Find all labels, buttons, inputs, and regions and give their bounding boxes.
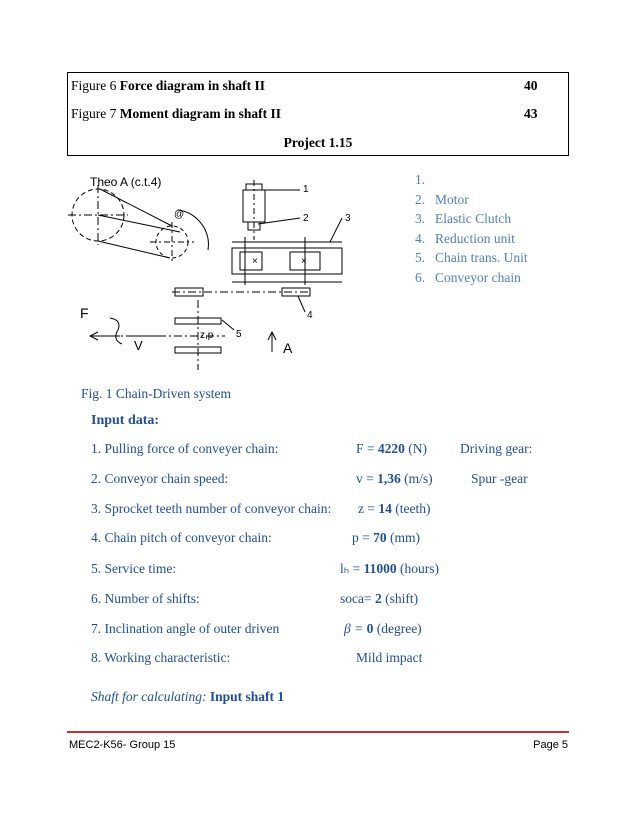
toc-row-figure-7 [71, 106, 281, 122]
toc-title: Moment diagram in shaft II [119, 106, 281, 121]
toc-prefix: Figure 6 [71, 78, 117, 93]
leader-3 [330, 218, 342, 242]
num-5: 5 [236, 329, 242, 340]
leader-4 [298, 296, 305, 312]
chain-curve [110, 318, 122, 344]
component-legend [415, 170, 528, 287]
theo-label: Theo A (c.t.4) [90, 175, 162, 189]
input-value: F = 4220 (N) [356, 441, 427, 456]
num-3: 3 [345, 213, 351, 224]
toc-page: 43 [524, 106, 538, 121]
cross-mark: × [252, 256, 258, 267]
v-label: V [134, 338, 143, 353]
input-label: 5. Service time: [91, 561, 177, 576]
input-label: 1. Pulling force of conveyer chain: [91, 441, 279, 456]
num-1: 1 [303, 184, 309, 195]
legend-item: 1. [415, 172, 426, 187]
chain-drive-diagram [60, 160, 410, 380]
gear-a [240, 252, 262, 270]
legend-item: 3. Elastic Clutch [415, 211, 512, 226]
input-label: 3. Sprocket teeth number of conveyor chain: [91, 501, 332, 516]
leader-5 [222, 320, 234, 330]
chain-line [100, 189, 172, 226]
project-title: Project 1.15 [283, 135, 353, 150]
a-label: A [283, 340, 293, 356]
footer-page: Page 5 [533, 739, 568, 751]
footer-divider [67, 731, 569, 733]
shaft-line: Shaft for calculating: Input shaft 1 [91, 689, 285, 704]
input-label: 6. Number of shifts: [91, 591, 200, 606]
input-label: 2. Conveyor chain speed: [91, 471, 229, 486]
input-value: lₕ = 11000 (hours) [340, 561, 439, 576]
toc-box [67, 72, 569, 156]
cross-mark: × [301, 256, 307, 267]
legend-item: 4. Reduction unit [415, 230, 515, 246]
input-value: z = 14 (teeth) [358, 501, 431, 516]
input-value: v = 1,36 (m/s) [356, 471, 433, 486]
input-value: Mild impact [356, 650, 423, 665]
input-label: 8. Working characteristic: [91, 650, 231, 665]
input-extra: Driving gear: [460, 441, 533, 456]
toc-title: Force diagram in shaft II [119, 78, 265, 93]
legend-item: 6. Conveyor chain [415, 269, 521, 285]
chain-line [98, 241, 170, 258]
toc-page: 40 [524, 78, 538, 93]
num-4: 4 [307, 310, 313, 321]
figure-caption: Fig. 1 Chain-Driven system [81, 386, 231, 401]
input-label: 4. Chain pitch of conveyor chain: [91, 530, 272, 545]
footer-left: MEC2-K56- Group 15 [69, 739, 176, 751]
input-value: β = 0 (degree) [344, 621, 422, 636]
f-label: F [80, 305, 89, 321]
input-data-title: Input data: [91, 413, 160, 428]
input-value: soca= 2 (shift) [340, 591, 419, 606]
leader-2 [258, 218, 300, 224]
input-extra: Spur -gear [471, 471, 528, 486]
legend-item: 2. Motor [415, 191, 469, 207]
zp-label: z,p [200, 330, 214, 341]
input-label: 7. Inclination angle of outer driven [91, 621, 280, 636]
num-2: 2 [303, 213, 309, 224]
alpha-label: @ [174, 209, 185, 220]
input-value: p = 70 (mm) [352, 530, 420, 545]
toc-prefix: Figure 7 [71, 106, 117, 121]
legend-item: 5. Chain trans. Unit [415, 250, 528, 265]
toc-row-figure-6 [71, 78, 265, 94]
